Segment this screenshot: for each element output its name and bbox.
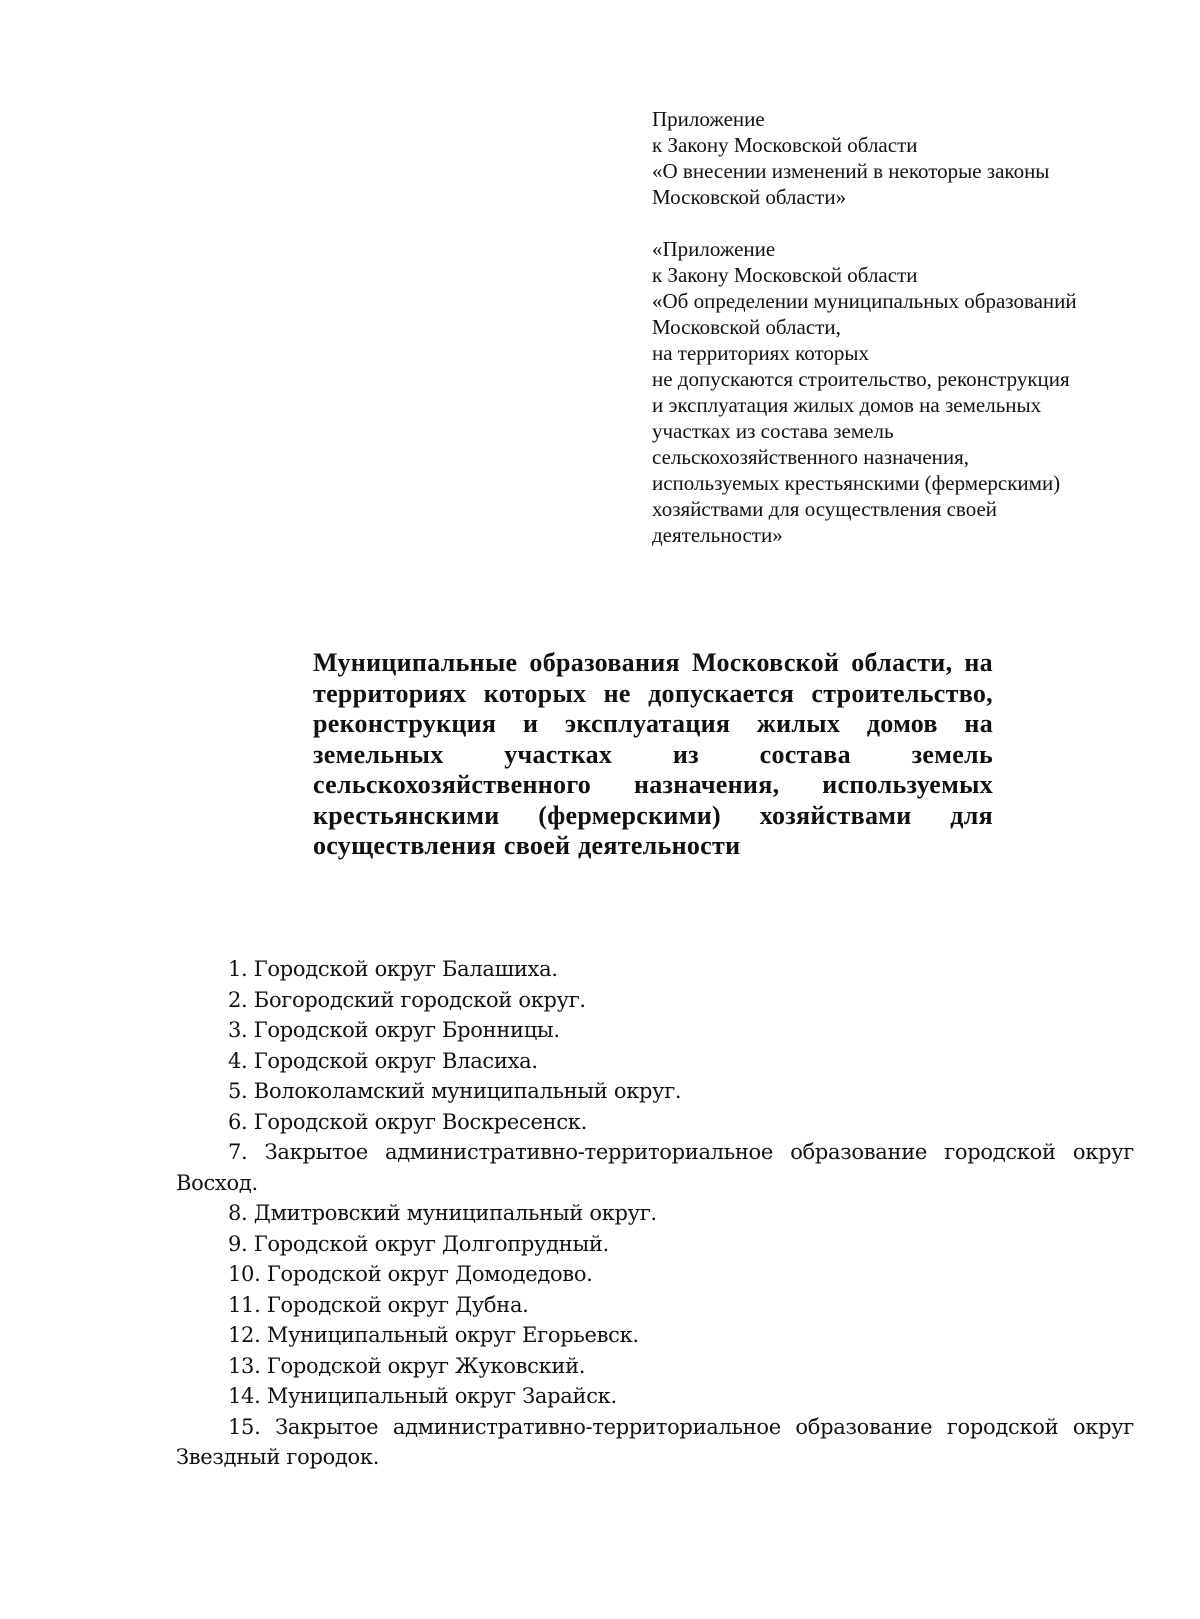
list-item: 6. Городской округ Воскресенск. [228, 1109, 588, 1134]
list-item: 13. Городской округ Жуковский. [228, 1353, 586, 1378]
list-item: 14. Муниципальный округ Зарайск. [228, 1384, 617, 1408]
list-item: 3. Городской округ Бронницы. [228, 1018, 560, 1042]
list-item: 5. Волоколамский муниципальный округ. [228, 1079, 682, 1103]
list-item: 11. Городской округ Дубна. [228, 1292, 529, 1317]
list-item: 10. Городской округ Домодедово. [228, 1262, 593, 1286]
list-item: 9. Городской округ Долгопрудный. [228, 1231, 609, 1256]
list-item: 2. Богородский городской округ. [228, 987, 586, 1012]
list-item: 15. Закрытое административно-территориальное образование городской округ Звездный городок. [176, 1414, 1134, 1469]
list-item: 7. Закрытое административно-территориальное образование городской округ Восход. [176, 1140, 1134, 1195]
municipality-list [176, 954, 1134, 1473]
list-item: 8. Дмитровский муниципальный округ. [228, 1201, 657, 1225]
list-item: 1. Городской округ Балашиха. [228, 957, 558, 981]
appendix-quote: «Приложение к Закону Московской области «Об определении муниципальных образований Московской области, на территориях которых не допускаются строительство, реконструкция и эксплуатация жилых домов на земельных участках из состава земель сельскохозяйственного назначения, используемых крестьянскими (фермерскими) хозяйствами для осуществления своей деятельности» [652, 237, 1077, 547]
list-item: 4. Городской округ Власиха. [228, 1048, 538, 1073]
appendix-header: Приложение к Закону Московской области «О внесении изменений в некоторые законы Московской области» [652, 107, 1050, 209]
document-title: Муниципальные образования Московской области, на территориях которых не допускается строительство, реконструкция и эксплуатация жилых домов на земельных участках из состава земель сельскохозяйственного назначения, используемых крестьянскими (фермерскими) хозяйствами для осуществления своей деятельности [313, 648, 993, 860]
list-item: 12. Муниципальный округ Егорьевск. [228, 1323, 639, 1347]
